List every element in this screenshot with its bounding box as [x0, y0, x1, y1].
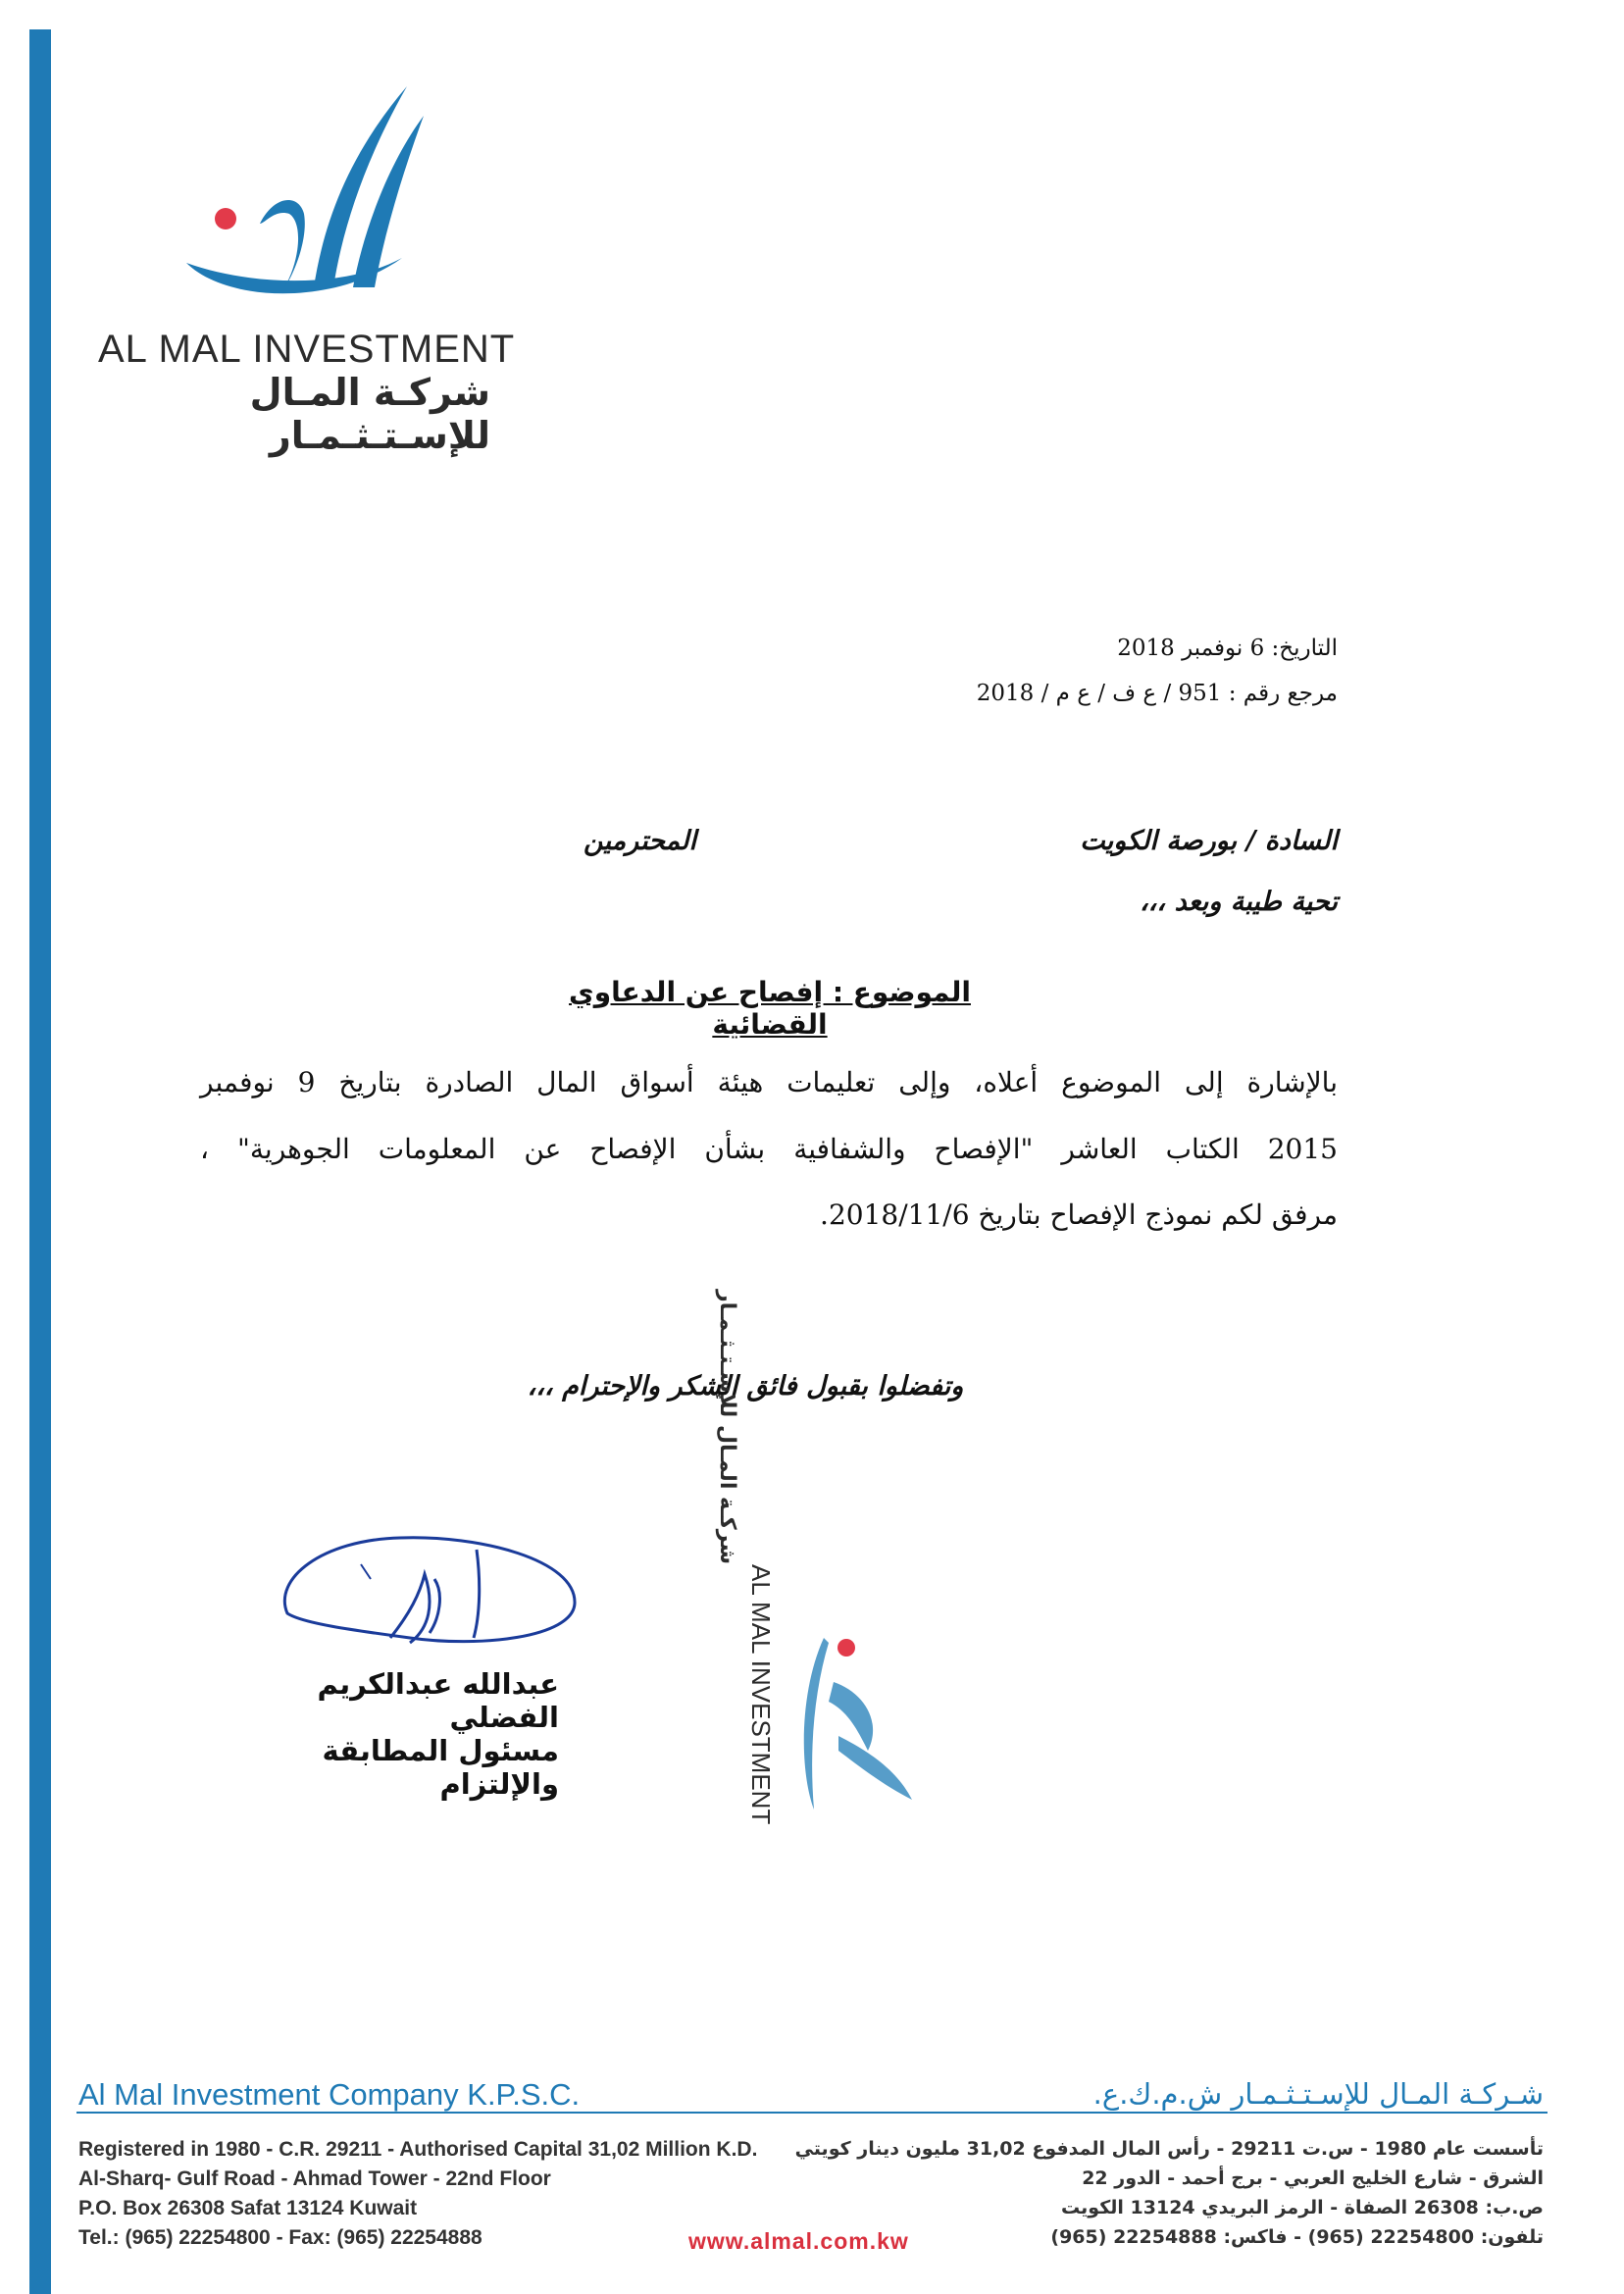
- handwritten-signature: [263, 1520, 586, 1667]
- signatory-name: عبدالله عبدالكريم الفضلي: [317, 1667, 559, 1734]
- closing-line: وتفضلوا بقبول فائق الشكر والإحترام ،،،: [527, 1371, 964, 1402]
- footer-registration-ar: تأسست عام 1980 - س.ت 29211 - رأس المال المدفوع 31,02 مليون دينار كويتي: [794, 2138, 1544, 2160]
- signatory-title: مسئول المطابقة والإلتزام: [322, 1734, 559, 1801]
- footer-address-ar: الشرق - شارع الخليج العربي - برج أحمد - الدور 22: [1082, 2167, 1544, 2189]
- footer-company-en: Al Mal Investment Company K.P.S.C.: [78, 2077, 581, 2112]
- footer-po-box-ar: ص.ب: 26308 الصفاة - الرمز البريدي 13124 الكويت: [1061, 2197, 1544, 2218]
- svg-text:AL MAL INVESTMENT: AL MAL INVESTMENT: [746, 1564, 776, 1825]
- body-line: بالإشارة إلى الموضوع أعلاه، وإلى تعليمات هيئة أسواق المال الصادرة بتاريخ 9 نوفمبر: [200, 1066, 1338, 1098]
- footer-address-en: Al-Sharq- Gulf Road - Ahmad Tower - 22nd Floor: [78, 2167, 551, 2190]
- letter-subject: الموضوع : إفصاح عن الدعاوي القضائية: [569, 976, 971, 1041]
- reference-number: مرجع رقم : 951 / ع ف / ع م / 2018: [976, 681, 1338, 706]
- left-margin-bar: [29, 29, 51, 2294]
- body-line: مرفق لكم نموذج الإفصاح بتاريخ 2018/11/6.: [820, 1198, 1338, 1231]
- body-line: 2015 الكتاب العاشر "الإفصاح والشفافية بشأن الإفصاح عن المعلومات الجوهرية" ،: [200, 1133, 1338, 1165]
- honorific: المحترمين: [584, 826, 696, 856]
- al-mal-logo-icon: [167, 76, 422, 322]
- footer-registration-en: Registered in 1980 - C.R. 29211 - Authorised Capital 31,02 Million K.D.: [78, 2138, 758, 2161]
- svg-text:شركـة المـال للإسـتـثـمـار: شركـة المـال للإسـتـثـمـار: [715, 1289, 739, 1564]
- footer-po-box-en: P.O. Box 26308 Safat 13124 Kuwait: [78, 2197, 418, 2219]
- footer-divider: [76, 2112, 1548, 2114]
- brand-name-ar: شركـة المـال للإسـتـثـمـار: [249, 371, 490, 457]
- footer-phone-en: Tel.: (965) 22254800 - Fax: (965) 22254888: [78, 2226, 482, 2249]
- brand-name-en: AL MAL INVESTMENT: [98, 328, 516, 371]
- website-link[interactable]: www.almal.com.kw: [688, 2228, 909, 2254]
- addressee: السادة / بورصة الكويت: [1080, 826, 1338, 856]
- footer-company-ar: شـركـة المـال للإسـتـثـمـار ش.م.ك.ع.: [1092, 2077, 1544, 2111]
- letter-date: التاريخ: 6 نوفمبر 2018: [1117, 636, 1338, 661]
- footer-phone-ar: تلفون: 22254800 (965) - فاكس: 22254888 (965): [1050, 2226, 1544, 2248]
- greeting: تحية طيبة وبعد ،،،: [1140, 887, 1338, 917]
